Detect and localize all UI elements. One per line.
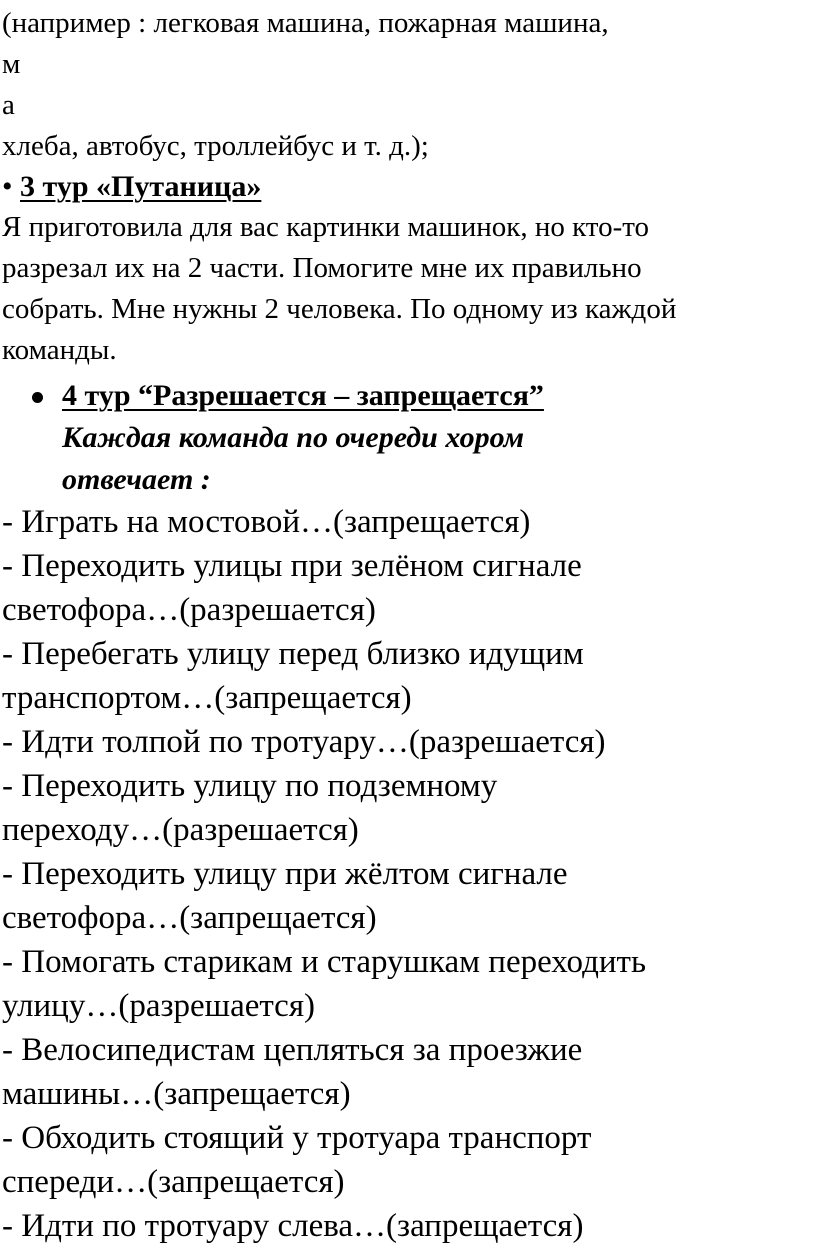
- round3-text-line: разрезал их на 2 части. Помогите мне их правильно: [2, 252, 642, 284]
- round3-title: 3 тур «Путаница»: [20, 170, 262, 203]
- intro-line-2: м: [2, 48, 21, 80]
- rule-item: улицу…(разрешается): [2, 988, 316, 1024]
- intro-line-3: а: [2, 89, 15, 121]
- round3-bullet: •: [2, 170, 13, 203]
- rule-item: светофора…(запрещается): [2, 900, 377, 936]
- rule-item: - Переходить улицу по подземному: [2, 768, 498, 804]
- rule-item: транспортом…(запрещается): [2, 680, 412, 716]
- rule-item: - Помогать старикам и старушкам переходить: [2, 944, 647, 980]
- round4-bullet-icon: [32, 392, 43, 403]
- rule-item: спереди…(запрещается): [2, 1164, 345, 1200]
- rule-item: - Перебегать улицу перед близко идущим: [2, 636, 584, 672]
- rule-item: машины…(запрещается): [2, 1076, 351, 1112]
- intro-line-4: хлеба, автобус, троллейбус и т. д.);: [2, 130, 429, 162]
- round3-text-line: собрать. Мне нужны 2 человека. По одному из каждой: [2, 293, 677, 325]
- round4-subtitle-line: отвечает :: [62, 463, 211, 496]
- rule-item: - Играть на мостовой…(запрещается): [2, 504, 531, 540]
- intro-line-1: (например : легковая машина, пожарная машина,: [2, 7, 609, 39]
- rule-item: - Переходить улицу при жёлтом сигнале: [2, 856, 568, 892]
- rule-item: переходу…(разрешается): [2, 812, 359, 848]
- round4-title: 4 тур “Разрешается – запрещается”: [62, 379, 544, 412]
- round3-heading: [2, 172, 261, 202]
- rule-item: - Велосипедистам цепляться за проезжие: [2, 1032, 583, 1068]
- rule-item: светофора…(разрешается): [2, 592, 376, 628]
- rule-item: - Переходить улицы при зелёном сигнале: [2, 548, 582, 584]
- round3-text-line: Я приготовила для вас картинки машинок, но кто-то: [2, 211, 650, 243]
- round4-subtitle-line: Каждая команда по очереди хором: [62, 421, 525, 454]
- rule-item: - Идти по тротуару слева…(запрещается): [2, 1208, 584, 1244]
- round3-text-line: команды.: [2, 334, 117, 366]
- rule-item: - Обходить стоящий у тротуара транспорт: [2, 1120, 592, 1156]
- rule-item: - Идти толпой по тротуару…(разрешается): [2, 724, 606, 760]
